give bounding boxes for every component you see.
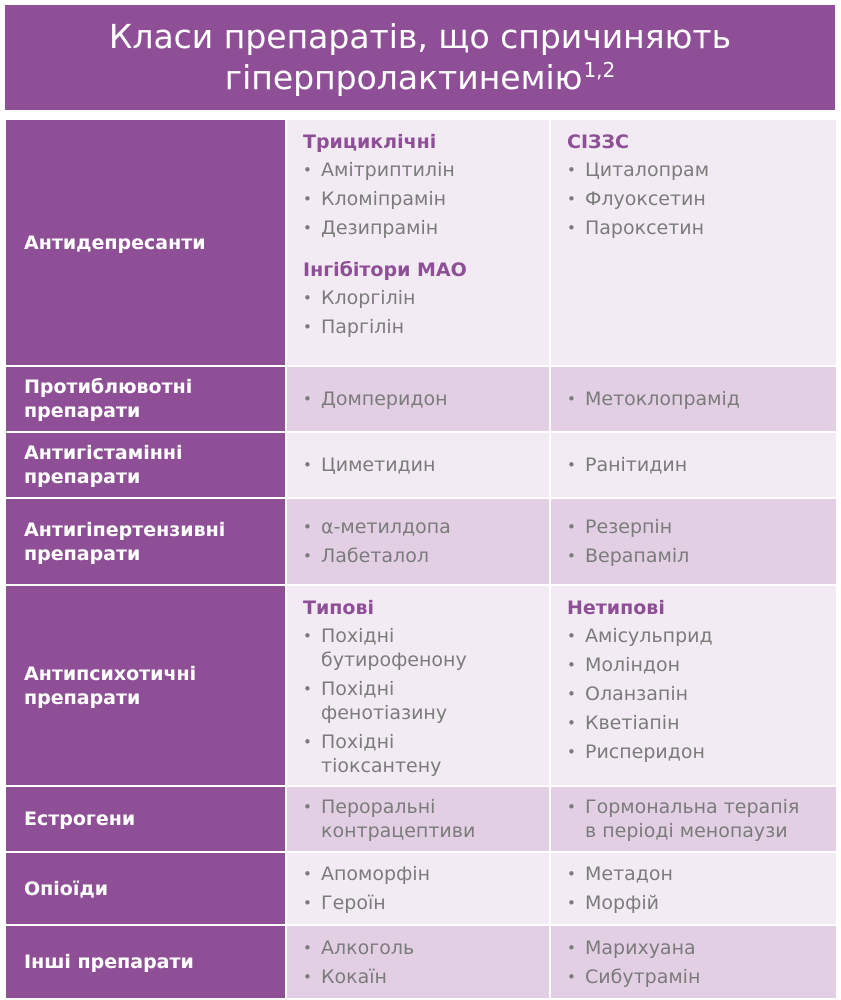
list-item: • Алкоголь	[303, 936, 549, 960]
title-line-2-text: гіперпролактинемію	[224, 57, 583, 97]
list-item: • Домперидон	[303, 387, 549, 411]
subheading-ssri: СІЗЗС	[567, 131, 629, 153]
list-item: • Верапаміл	[567, 544, 836, 568]
list-item: • Похідні тіоксантену	[303, 730, 549, 778]
list-item: • Оланзапін	[567, 682, 836, 706]
category-label-line: препарати	[24, 686, 141, 709]
cell-estrogens-left	[286, 786, 550, 852]
title-line-2	[225, 57, 616, 98]
row-estrogens	[5, 786, 837, 852]
list-item: • Похідні фенотіазину	[303, 677, 549, 725]
category-label-line: Антипсихотичні	[24, 662, 197, 685]
list-ssri	[567, 158, 836, 240]
list-item: • Кветіапін	[567, 711, 836, 735]
list-item: • Марихуана	[567, 936, 836, 960]
category-antihypertensives	[5, 498, 286, 585]
list-item: • Кокаїн	[303, 965, 549, 989]
row-other	[5, 925, 837, 999]
cell-antidepressants-left	[286, 119, 550, 366]
list-item: • Лабеталол	[303, 544, 549, 568]
category-label-line: препарати	[24, 400, 141, 422]
list-tricyclic	[303, 158, 549, 240]
row-antidepressants	[5, 119, 837, 366]
cell-antihypertensives-right	[550, 498, 837, 585]
list-item: • Похідні бутирофенону	[303, 624, 549, 672]
list-item: • Циталопрам	[567, 158, 836, 182]
category-opioids: Опіоїди	[5, 852, 286, 925]
cell-antipsychotics-right	[550, 585, 837, 786]
page-title	[5, 5, 835, 110]
cell-antihistamines-right	[550, 432, 837, 498]
category-label-line: препарати	[24, 466, 141, 488]
subheading-atypical: Нетипові	[567, 597, 665, 619]
list-mao-inhibitors	[303, 286, 549, 339]
cell-antiemetics-right	[550, 366, 837, 432]
cell-estrogens-right	[550, 786, 837, 852]
list-item: • Сибутрамін	[567, 965, 836, 989]
list-item: • Метоклопрамід	[567, 387, 836, 411]
cell-other-left	[286, 925, 550, 999]
list-item: • Паргілін	[303, 315, 549, 339]
list-item: • Метадон	[567, 862, 836, 886]
cell-antiemetics-left	[286, 366, 550, 432]
list-item: • Пероральні контрацептиви	[303, 795, 549, 843]
subheading-tricyclic: Трициклічні	[303, 131, 437, 153]
row-antiemetics	[5, 366, 837, 432]
cell-antihistamines-left	[286, 432, 550, 498]
category-label-line: Антигіпертензивні	[24, 518, 226, 541]
subheading-mao-inhibitors: Інгібітори МАО	[303, 259, 467, 281]
cell-antihypertensives-left	[286, 498, 550, 585]
list-item: • Героїн	[303, 891, 549, 915]
subheading-typical: Типові	[303, 597, 374, 619]
cell-other-right	[550, 925, 837, 999]
list-item: • Морфій	[567, 891, 836, 915]
list-item: • Ранітидин	[567, 453, 836, 477]
category-antidepressants: Антидепресанти	[5, 119, 286, 366]
cell-opioids-right	[550, 852, 837, 925]
list-item: • Резерпін	[567, 515, 836, 539]
title-superscript: 1,2	[583, 57, 616, 82]
category-label-line: Протиблювотні	[24, 376, 193, 398]
list-item: • Флуоксетин	[567, 187, 836, 211]
category-antihistamines	[5, 432, 286, 498]
cell-antipsychotics-left	[286, 585, 550, 786]
list-item: • Клоргілін	[303, 286, 549, 310]
list-item: • Кломіпрамін	[303, 187, 549, 211]
cell-opioids-left	[286, 852, 550, 925]
list-item: • Амісульприд	[567, 624, 836, 648]
list-item: • α-метилдопа	[303, 515, 549, 539]
drug-classes-table	[4, 118, 838, 1000]
row-opioids	[5, 852, 837, 925]
list-item: • Амітриптилін	[303, 158, 549, 182]
list-item: • Моліндон	[567, 653, 836, 677]
category-label-line: Антигістамінні	[24, 442, 183, 464]
row-antihypertensives	[5, 498, 837, 585]
category-estrogens: Естрогени	[5, 786, 286, 852]
list-item: • Дезипрамін	[303, 216, 549, 240]
category-other: Інші препарати	[5, 925, 286, 999]
list-typical	[303, 624, 549, 778]
list-item: • Пароксетин	[567, 216, 836, 240]
row-antipsychotics	[5, 585, 837, 786]
list-item: • Рисперидон	[567, 740, 836, 764]
list-atypical	[567, 624, 836, 764]
category-antiemetics	[5, 366, 286, 432]
category-label-line: препарати	[24, 542, 141, 565]
category-antipsychotics	[5, 585, 286, 786]
list-item: • Циметидин	[303, 453, 549, 477]
cell-antidepressants-right	[550, 119, 837, 366]
list-item: • Гормональна терапія в періоді менопаузи	[567, 795, 836, 843]
row-antihistamines	[5, 432, 837, 498]
list-item: • Апоморфін	[303, 862, 549, 886]
title-line-1: Класи препаратів, що спричиняють	[108, 16, 732, 56]
